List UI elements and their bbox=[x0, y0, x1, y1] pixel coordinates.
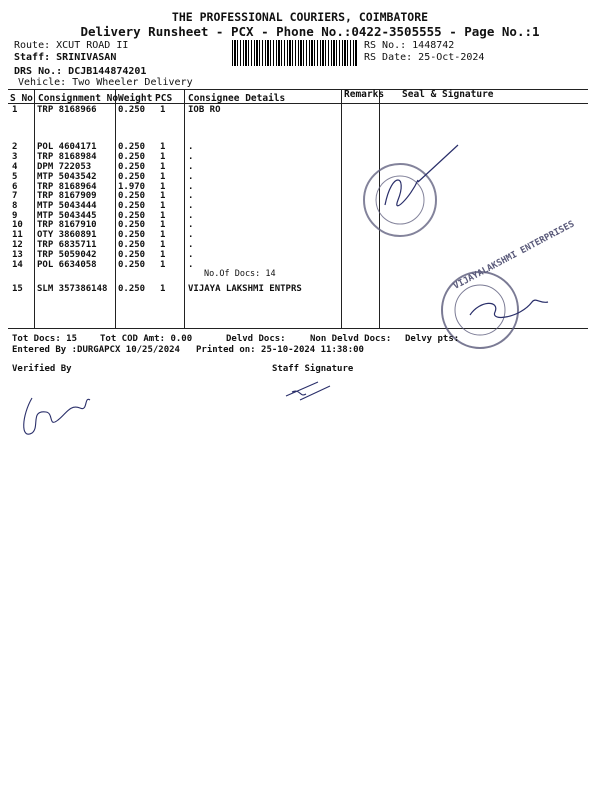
row-pcs: 1 bbox=[160, 191, 166, 201]
row-weight: 0.250 bbox=[118, 105, 146, 115]
row-pcs: 1 bbox=[160, 172, 166, 182]
row-weight: 0.250 bbox=[118, 284, 146, 294]
row-consignment: MTP 5043542 bbox=[37, 172, 97, 182]
row-details: . bbox=[188, 240, 194, 250]
row-weight: 0.250 bbox=[118, 211, 146, 221]
row-details: . bbox=[188, 230, 194, 240]
staff: Staff: SRINIVASAN bbox=[14, 52, 117, 63]
row-details: . bbox=[188, 152, 194, 162]
row-consignment: TRP 8168984 bbox=[37, 152, 97, 162]
col-header-consignment: Consignment No bbox=[38, 93, 119, 104]
row-pcs: 1 bbox=[160, 230, 166, 240]
row-sno: 15 bbox=[12, 284, 23, 294]
row-sno: 12 bbox=[12, 240, 23, 250]
col-header-weight: Weight bbox=[118, 93, 153, 104]
row-pcs: 1 bbox=[160, 220, 166, 230]
row-consignment: POL 6634058 bbox=[37, 260, 97, 270]
row-sno: 3 bbox=[12, 152, 18, 162]
signature-seal-1 bbox=[385, 145, 458, 206]
row-details: . bbox=[188, 162, 194, 172]
row-weight: 0.250 bbox=[118, 162, 146, 172]
signature-seal-2 bbox=[470, 300, 548, 317]
row-weight: 0.250 bbox=[118, 201, 146, 211]
row-sno: 8 bbox=[12, 201, 18, 211]
row-consignment: TRP 8168964 bbox=[37, 182, 97, 192]
row-weight: 0.250 bbox=[118, 142, 146, 152]
row-consignment: TRP 8167909 bbox=[37, 191, 97, 201]
row-details: . bbox=[188, 201, 194, 211]
row-weight: 0.250 bbox=[118, 230, 146, 240]
col-header-pcs: PCS bbox=[155, 93, 173, 104]
route: Route: XCUT ROAD II bbox=[14, 40, 129, 51]
row-weight: 0.250 bbox=[118, 220, 146, 230]
row-pcs: 1 bbox=[160, 240, 166, 250]
table-top-border bbox=[8, 89, 588, 90]
total-docs: Tot Docs: 15 bbox=[12, 334, 78, 344]
delivery-points: Delvy pts: bbox=[405, 334, 460, 344]
row-weight: 0.250 bbox=[118, 152, 146, 162]
row-details: . bbox=[188, 172, 194, 182]
non-delivered-docs: Non Delvd Docs: bbox=[310, 334, 392, 344]
stamp-vijaya-text: VIJAYALAKSHMI ENTERPRISES bbox=[452, 219, 577, 292]
row-details: . bbox=[188, 191, 194, 201]
row-pcs: 1 bbox=[160, 105, 166, 115]
drs-number: DRS No.: DCJB144874201 bbox=[14, 66, 147, 77]
row-sno: 4 bbox=[12, 162, 18, 172]
row-pcs: 1 bbox=[160, 250, 166, 260]
row-weight: 0.250 bbox=[118, 260, 146, 270]
entered-by: Entered By :DURGAPCX 10/25/2024 bbox=[12, 345, 180, 355]
row-pcs: 1 bbox=[160, 162, 166, 172]
row-pcs: 1 bbox=[160, 142, 166, 152]
row-pcs: 1 bbox=[160, 260, 166, 270]
row-sno: 9 bbox=[12, 211, 18, 221]
barcode bbox=[232, 40, 358, 66]
row-details: . bbox=[188, 260, 194, 270]
rs-date: RS Date: 25-Oct-2024 bbox=[364, 52, 485, 63]
row-sno: 1 bbox=[12, 105, 18, 115]
col-header-seal: Seal & Signature bbox=[402, 89, 494, 100]
no-of-docs: No.Of Docs: 14 bbox=[204, 269, 276, 279]
col-divider bbox=[341, 89, 342, 328]
table-bottom-border bbox=[8, 328, 588, 329]
row-details: . bbox=[188, 211, 194, 221]
row-sno: 10 bbox=[12, 220, 23, 230]
staff-signature-label: Staff Signature bbox=[272, 364, 354, 374]
row-consignment: MTP 5043444 bbox=[37, 201, 97, 211]
row-sno: 6 bbox=[12, 182, 18, 192]
row-weight: 0.250 bbox=[118, 172, 146, 182]
row-pcs: 1 bbox=[160, 182, 166, 192]
col-header-details: Consignee Details bbox=[188, 93, 286, 104]
row-consignment: DPM 722053 bbox=[37, 162, 92, 172]
row-pcs: 1 bbox=[160, 284, 166, 294]
delivered-docs: Delvd Docs: bbox=[226, 334, 286, 344]
row-details: . bbox=[188, 182, 194, 192]
row-sno: 11 bbox=[12, 230, 23, 240]
rs-number: RS No.: 1448742 bbox=[364, 40, 455, 51]
row-consignment: MTP 5043445 bbox=[37, 211, 97, 221]
row-details: . bbox=[188, 220, 194, 230]
row-weight: 0.250 bbox=[118, 191, 146, 201]
col-divider bbox=[184, 89, 185, 328]
signature-staff bbox=[286, 382, 330, 400]
row-details: IOB RO bbox=[188, 105, 221, 115]
col-divider bbox=[34, 89, 35, 328]
printed-on: Printed on: 25-10-2024 11:38:00 bbox=[196, 345, 364, 355]
row-details: . bbox=[188, 250, 194, 260]
row-sno: 13 bbox=[12, 250, 23, 260]
row-pcs: 1 bbox=[160, 152, 166, 162]
company-name: THE PROFESSIONAL COURIERS, COIMBATORE bbox=[171, 10, 429, 24]
row-details: VIJAYA LAKSHMI ENTPRS bbox=[188, 284, 302, 294]
total-cod: Tot COD Amt: 0.00 bbox=[100, 334, 193, 344]
row-consignment: TRP 8167910 bbox=[37, 220, 97, 230]
row-weight: 0.250 bbox=[118, 250, 146, 260]
row-sno: 2 bbox=[12, 142, 18, 152]
stamp-iob-icon bbox=[364, 164, 436, 236]
row-sno: 7 bbox=[12, 191, 18, 201]
row-consignment: TRP 6835711 bbox=[37, 240, 97, 250]
row-sno: 14 bbox=[12, 260, 23, 270]
vehicle: Vehicle: Two Wheeler Delivery bbox=[18, 77, 193, 88]
row-consignment: OTY 3860891 bbox=[37, 230, 97, 240]
col-header-remarks: Remarks bbox=[344, 89, 385, 100]
signature-verified bbox=[24, 398, 90, 434]
row-consignment: TRP 5059042 bbox=[37, 250, 97, 260]
row-consignment: TRP 8168966 bbox=[37, 105, 97, 115]
document-title: Delivery Runsheet - PCX - Phone No.:0422-3505555 - Page No.:1 bbox=[80, 24, 540, 39]
col-divider bbox=[115, 89, 116, 328]
row-consignment: POL 4604171 bbox=[37, 142, 97, 152]
verified-by-label: Verified By bbox=[12, 364, 72, 374]
row-sno: 5 bbox=[12, 172, 18, 182]
row-pcs: 1 bbox=[160, 211, 166, 221]
col-header-sno: S No bbox=[10, 93, 33, 104]
row-weight: 1.970 bbox=[118, 182, 146, 192]
row-details: . bbox=[188, 142, 194, 152]
row-pcs: 1 bbox=[160, 201, 166, 211]
row-weight: 0.250 bbox=[118, 240, 146, 250]
col-divider bbox=[379, 89, 380, 328]
row-consignment: SLM 357386148 bbox=[37, 284, 108, 294]
